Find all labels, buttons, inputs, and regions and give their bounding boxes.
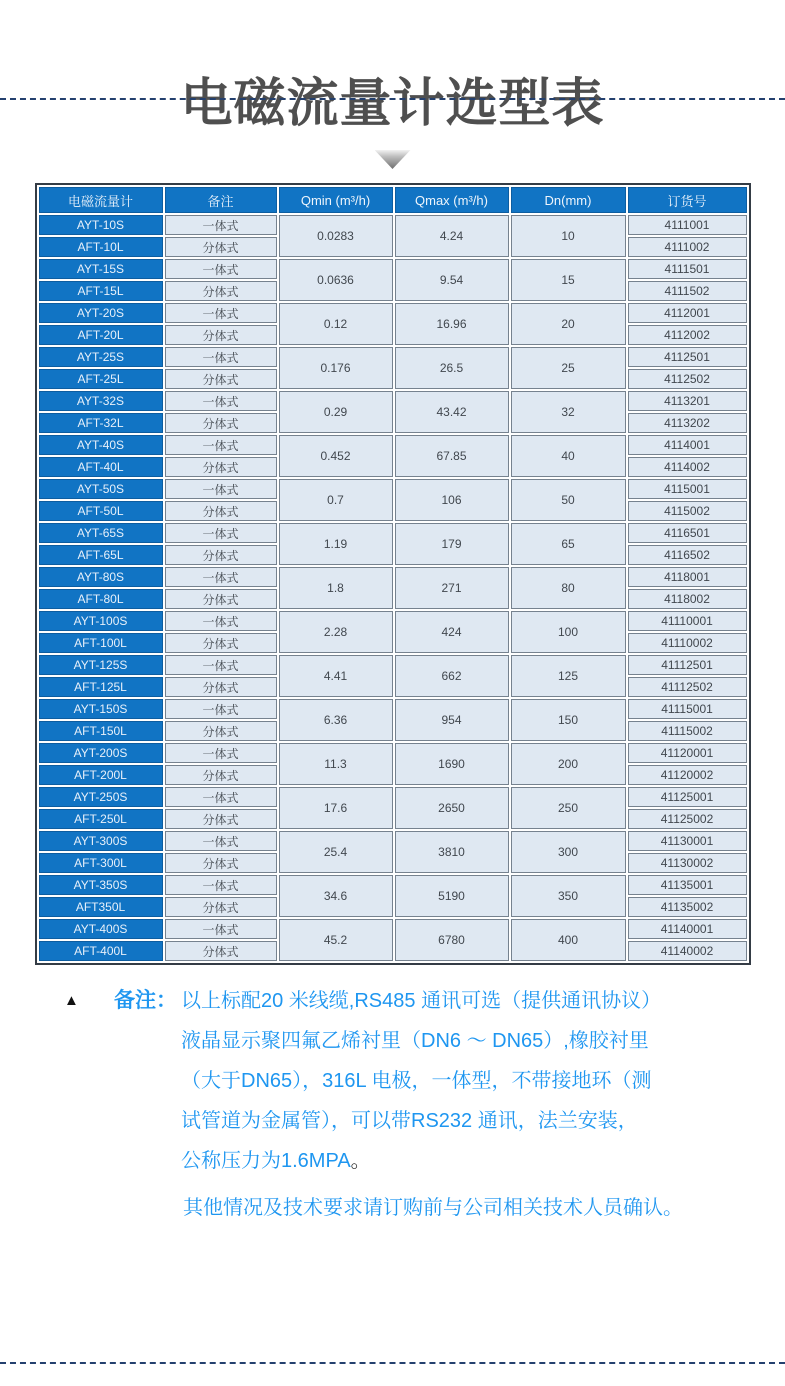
- table-row: [39, 941, 747, 961]
- remark-cell: 一体式: [165, 699, 277, 719]
- table-row: [39, 655, 747, 675]
- remark-cell: 分体式: [165, 809, 277, 829]
- remark-cell: 分体式: [165, 413, 277, 433]
- remark-cell: 一体式: [165, 435, 277, 455]
- qmin-cell: 11.3: [279, 743, 393, 785]
- qmin-cell: 0.0283: [279, 215, 393, 257]
- remark-cell: 分体式: [165, 941, 277, 961]
- remark-cell: 一体式: [165, 875, 277, 895]
- order-cell: 41140002: [628, 941, 747, 961]
- qmax-cell: 16.96: [395, 303, 509, 345]
- dn-cell: 50: [511, 479, 626, 521]
- table-row: [39, 721, 747, 741]
- remark-cell: 一体式: [165, 303, 277, 323]
- table-row: [39, 303, 747, 323]
- note-line: （大于DN65），316L 电极，一体型，不带接地环（测: [181, 1070, 652, 1092]
- order-cell: 41110001: [628, 611, 747, 631]
- remark-cell: 一体式: [165, 743, 277, 763]
- order-cell: 41125002: [628, 809, 747, 829]
- model-cell: AYT-400S: [39, 919, 163, 939]
- model-cell: AYT-20S: [39, 303, 163, 323]
- note-line: 液晶显示聚四氟乙烯衬里（DN6 ～ DN65）,橡胶衬里: [181, 1030, 649, 1052]
- notes-footer: 其他情况及技术要求请订购前与公司相关技术人员确认。: [183, 1197, 683, 1219]
- col-header-qmin: Qmin (m³/h): [279, 187, 393, 213]
- table-row: [39, 765, 747, 785]
- model-cell: AFT-25L: [39, 369, 163, 389]
- order-cell: 41115001: [628, 699, 747, 719]
- qmax-cell: 26.5: [395, 347, 509, 389]
- qmax-cell: 271: [395, 567, 509, 609]
- model-cell: AYT-125S: [39, 655, 163, 675]
- qmin-cell: 0.452: [279, 435, 393, 477]
- table-row: [39, 567, 747, 587]
- model-cell: AFT-15L: [39, 281, 163, 301]
- remark-cell: 分体式: [165, 765, 277, 785]
- col-header-dn: Dn(mm): [511, 187, 626, 213]
- note-line: 公称压力为1.6MPA。: [181, 1150, 371, 1172]
- model-cell: AFT-40L: [39, 457, 163, 477]
- remark-cell: 一体式: [165, 479, 277, 499]
- model-cell: AYT-100S: [39, 611, 163, 631]
- table-row: [39, 853, 747, 873]
- order-cell: 4112502: [628, 369, 747, 389]
- qmax-cell: 1690: [395, 743, 509, 785]
- table-row: [39, 787, 747, 807]
- model-cell: AFT-65L: [39, 545, 163, 565]
- remark-cell: 一体式: [165, 919, 277, 939]
- order-cell: 41112502: [628, 677, 747, 697]
- col-header-qmax: Qmax (m³/h): [395, 187, 509, 213]
- table-row: [39, 457, 747, 477]
- order-cell: 41140001: [628, 919, 747, 939]
- model-cell: AYT-80S: [39, 567, 163, 587]
- qmin-cell: 1.8: [279, 567, 393, 609]
- dn-cell: 350: [511, 875, 626, 917]
- table-row: [39, 743, 747, 763]
- model-cell: AFT-100L: [39, 633, 163, 653]
- qmin-cell: 0.12: [279, 303, 393, 345]
- model-cell: AYT-40S: [39, 435, 163, 455]
- table-row: [39, 325, 747, 345]
- model-cell: AFT-200L: [39, 765, 163, 785]
- model-cell: AFT-10L: [39, 237, 163, 257]
- remark-cell: 分体式: [165, 853, 277, 873]
- order-cell: 41130002: [628, 853, 747, 873]
- table-row: [39, 281, 747, 301]
- col-header-order: 订货号: [628, 187, 747, 213]
- qmin-cell: 2.28: [279, 611, 393, 653]
- model-cell: AYT-300S: [39, 831, 163, 851]
- order-cell: 4111502: [628, 281, 747, 301]
- remark-cell: 一体式: [165, 611, 277, 631]
- remark-cell: 分体式: [165, 721, 277, 741]
- dn-cell: 15: [511, 259, 626, 301]
- dn-cell: 150: [511, 699, 626, 741]
- table-row: [39, 545, 747, 565]
- table-row: [39, 589, 747, 609]
- qmin-cell: 0.176: [279, 347, 393, 389]
- qmax-cell: 4.24: [395, 215, 509, 257]
- dn-cell: 32: [511, 391, 626, 433]
- order-cell: 4115001: [628, 479, 747, 499]
- down-arrow-icon: [375, 150, 411, 169]
- order-cell: 4116502: [628, 545, 747, 565]
- order-cell: 41110002: [628, 633, 747, 653]
- selection-table: [35, 183, 751, 965]
- model-cell: AFT-32L: [39, 413, 163, 433]
- qmax-cell: 2650: [395, 787, 509, 829]
- qmin-cell: 0.0636: [279, 259, 393, 301]
- order-cell: 4114001: [628, 435, 747, 455]
- col-header-model: 电磁流量计: [39, 187, 163, 213]
- remark-cell: 一体式: [165, 347, 277, 367]
- bottom-dashed-divider: [0, 1362, 785, 1364]
- order-cell: 41130001: [628, 831, 747, 851]
- order-cell: 41120002: [628, 765, 747, 785]
- qmin-cell: 0.7: [279, 479, 393, 521]
- order-cell: 4112501: [628, 347, 747, 367]
- model-cell: AFT-400L: [39, 941, 163, 961]
- model-cell: AFT-80L: [39, 589, 163, 609]
- table-row: [39, 501, 747, 521]
- order-cell: 41135001: [628, 875, 747, 895]
- order-cell: 4118001: [628, 567, 747, 587]
- remark-cell: 分体式: [165, 325, 277, 345]
- order-cell: 4116501: [628, 523, 747, 543]
- col-header-remark: 备注: [165, 187, 277, 213]
- qmin-cell: 6.36: [279, 699, 393, 741]
- top-dashed-divider: [0, 98, 785, 100]
- model-cell: AYT-65S: [39, 523, 163, 543]
- qmin-cell: 1.19: [279, 523, 393, 565]
- dn-cell: 300: [511, 831, 626, 873]
- order-cell: 41125001: [628, 787, 747, 807]
- model-cell: AYT-50S: [39, 479, 163, 499]
- dn-cell: 250: [511, 787, 626, 829]
- table-row: [39, 369, 747, 389]
- model-cell: AFT-125L: [39, 677, 163, 697]
- order-cell: 4115002: [628, 501, 747, 521]
- model-cell: AYT-150S: [39, 699, 163, 719]
- order-cell: 4111501: [628, 259, 747, 279]
- qmax-cell: 179: [395, 523, 509, 565]
- order-cell: 4118002: [628, 589, 747, 609]
- remark-cell: 分体式: [165, 501, 277, 521]
- triangle-bullet-icon: ▲: [64, 992, 79, 1009]
- dn-cell: 25: [511, 347, 626, 389]
- order-cell: 41120001: [628, 743, 747, 763]
- table-row: [39, 523, 747, 543]
- table-row: [39, 435, 747, 455]
- remark-cell: 分体式: [165, 589, 277, 609]
- note-line: 以上标配20 米线缆,RS485 通讯可选（提供通讯协议）: [181, 990, 662, 1012]
- qmax-cell: 662: [395, 655, 509, 697]
- remark-cell: 分体式: [165, 633, 277, 653]
- table-row: [39, 897, 747, 917]
- remark-cell: 一体式: [165, 567, 277, 587]
- model-cell: AYT-350S: [39, 875, 163, 895]
- order-cell: 4111001: [628, 215, 747, 235]
- notes-row: [64, 981, 785, 1181]
- qmax-cell: 43.42: [395, 391, 509, 433]
- qmin-cell: 17.6: [279, 787, 393, 829]
- order-cell: 4112001: [628, 303, 747, 323]
- notes-label: 备注：: [114, 989, 177, 1012]
- table-row: [39, 391, 747, 411]
- qmax-cell: 424: [395, 611, 509, 653]
- model-cell: AFT350L: [39, 897, 163, 917]
- remark-cell: 一体式: [165, 787, 277, 807]
- dn-cell: 125: [511, 655, 626, 697]
- model-cell: AYT-200S: [39, 743, 163, 763]
- model-cell: AYT-250S: [39, 787, 163, 807]
- order-cell: 41135002: [628, 897, 747, 917]
- qmax-cell: 5190: [395, 875, 509, 917]
- table-row: [39, 413, 747, 433]
- table-row: [39, 809, 747, 829]
- table-row: [39, 831, 747, 851]
- dn-cell: 400: [511, 919, 626, 961]
- order-cell: 41112501: [628, 655, 747, 675]
- remark-cell: 分体式: [165, 237, 277, 257]
- dn-cell: 100: [511, 611, 626, 653]
- table-row: [39, 919, 747, 939]
- model-cell: AYT-32S: [39, 391, 163, 411]
- notes-section: [64, 981, 785, 1220]
- qmax-cell: 954: [395, 699, 509, 741]
- model-cell: AFT-20L: [39, 325, 163, 345]
- table-row: [39, 677, 747, 697]
- remark-cell: 一体式: [165, 259, 277, 279]
- table-row: [39, 259, 747, 279]
- order-cell: 4113202: [628, 413, 747, 433]
- table-header-row: [39, 187, 747, 213]
- remark-cell: 分体式: [165, 545, 277, 565]
- qmax-cell: 106: [395, 479, 509, 521]
- remark-cell: 分体式: [165, 677, 277, 697]
- model-cell: AFT-250L: [39, 809, 163, 829]
- remark-cell: 一体式: [165, 391, 277, 411]
- remark-cell: 一体式: [165, 215, 277, 235]
- qmin-cell: 45.2: [279, 919, 393, 961]
- notes-text: [181, 981, 661, 1181]
- qmax-cell: 9.54: [395, 259, 509, 301]
- order-cell: 4112002: [628, 325, 747, 345]
- order-cell: 41115002: [628, 721, 747, 741]
- order-cell: 4114002: [628, 457, 747, 477]
- qmin-cell: 0.29: [279, 391, 393, 433]
- remark-cell: 分体式: [165, 369, 277, 389]
- qmin-cell: 25.4: [279, 831, 393, 873]
- remark-cell: 分体式: [165, 281, 277, 301]
- model-cell: AFT-300L: [39, 853, 163, 873]
- table-row: [39, 699, 747, 719]
- model-cell: AFT-50L: [39, 501, 163, 521]
- order-cell: 4113201: [628, 391, 747, 411]
- note-line: 试管道为金属管），可以带RS232 通讯，法兰安装，: [181, 1110, 638, 1132]
- note-period: 。: [350, 1150, 371, 1172]
- remark-cell: 分体式: [165, 897, 277, 917]
- qmin-cell: 34.6: [279, 875, 393, 917]
- qmax-cell: 3810: [395, 831, 509, 873]
- qmax-cell: 6780: [395, 919, 509, 961]
- dn-cell: 80: [511, 567, 626, 609]
- page-title: 电磁流量计选型表: [180, 75, 605, 133]
- table-row: [39, 611, 747, 631]
- table-row: [39, 875, 747, 895]
- qmax-cell: 67.85: [395, 435, 509, 477]
- dn-cell: 200: [511, 743, 626, 785]
- order-cell: 4111002: [628, 237, 747, 257]
- table-row: [39, 237, 747, 257]
- table-row: [39, 479, 747, 499]
- remark-cell: 一体式: [165, 655, 277, 675]
- table-row: [39, 633, 747, 653]
- dn-cell: 40: [511, 435, 626, 477]
- dn-cell: 10: [511, 215, 626, 257]
- table-row: [39, 347, 747, 367]
- model-cell: AFT-150L: [39, 721, 163, 741]
- qmin-cell: 4.41: [279, 655, 393, 697]
- remark-cell: 分体式: [165, 457, 277, 477]
- model-cell: AYT-10S: [39, 215, 163, 235]
- dn-cell: 65: [511, 523, 626, 565]
- table-row: [39, 215, 747, 235]
- dn-cell: 20: [511, 303, 626, 345]
- remark-cell: 一体式: [165, 831, 277, 851]
- remark-cell: 一体式: [165, 523, 277, 543]
- model-cell: AYT-25S: [39, 347, 163, 367]
- model-cell: AYT-15S: [39, 259, 163, 279]
